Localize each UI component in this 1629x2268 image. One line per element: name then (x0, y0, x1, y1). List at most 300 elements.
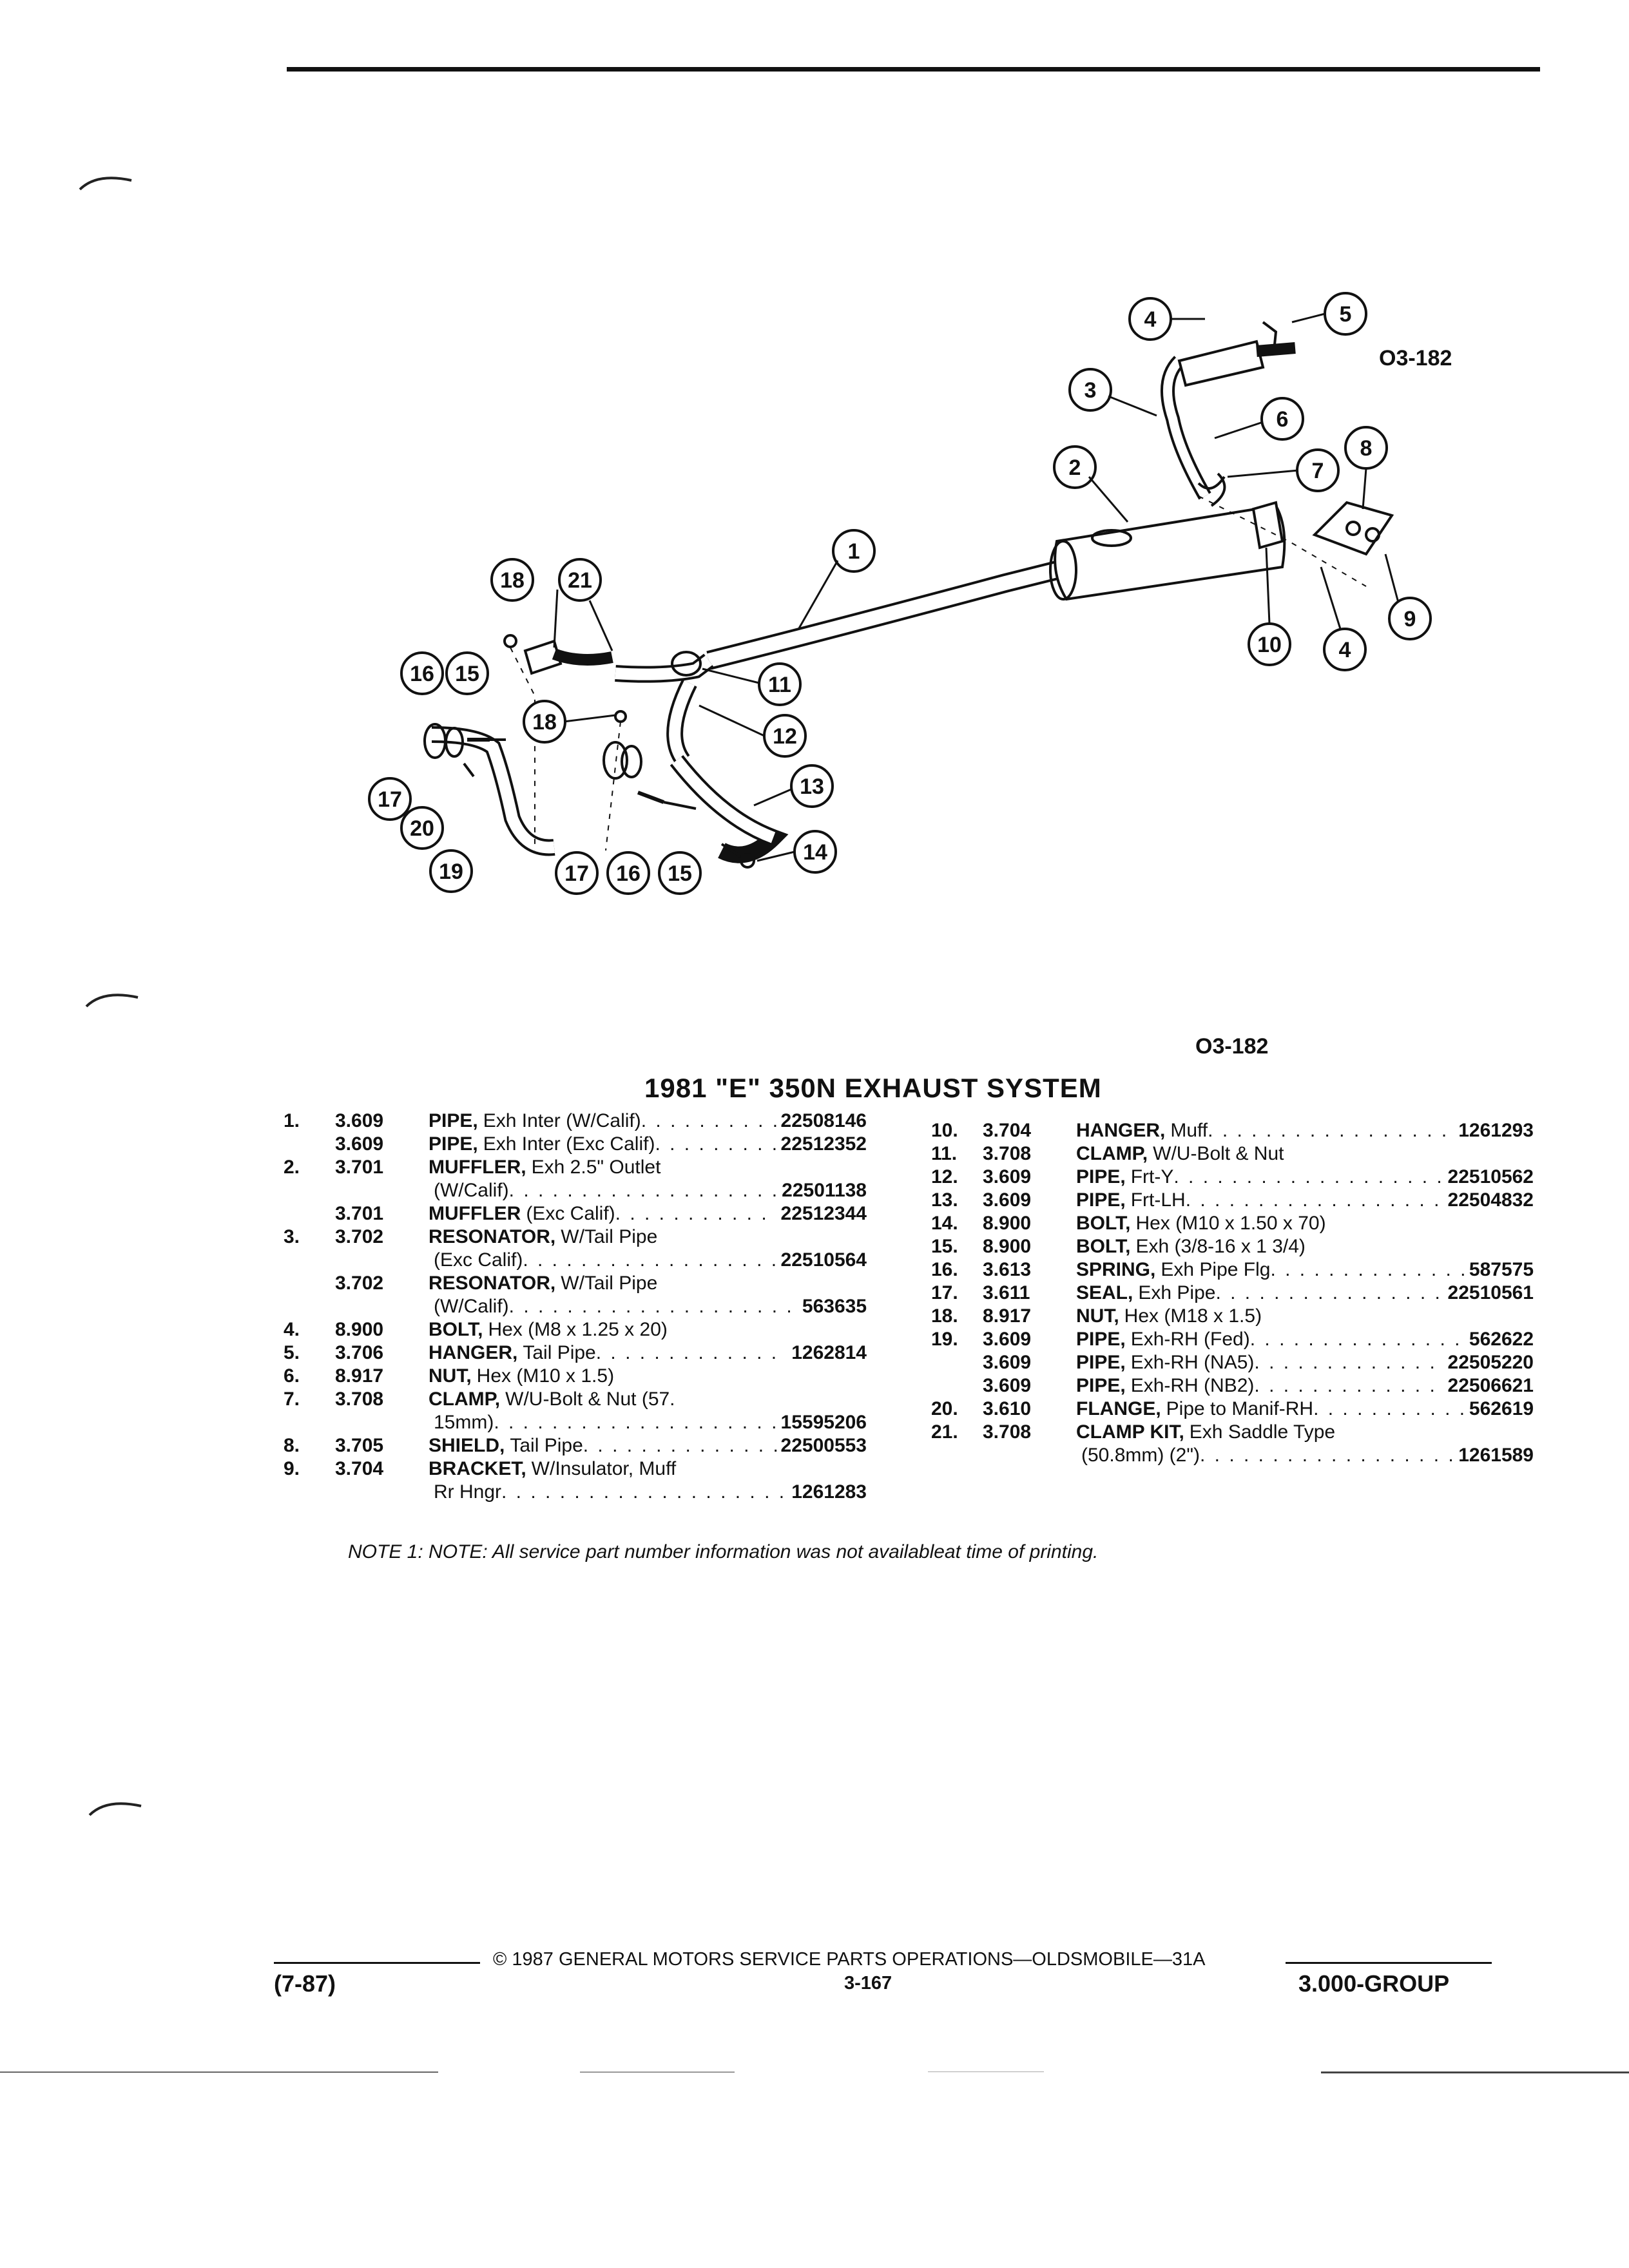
group-number: 3.701 (335, 1157, 384, 1178)
part-number (863, 1457, 867, 1481)
callout-14 (795, 831, 836, 872)
part-number (1530, 1421, 1534, 1444)
item-number (931, 1374, 983, 1398)
item-number: 5. (284, 1342, 300, 1363)
part-description (1076, 1374, 1444, 1398)
part-description (1076, 1212, 1530, 1235)
part-description (429, 1481, 787, 1504)
part-name: HANGER, (1076, 1120, 1166, 1141)
callout-1 (833, 530, 874, 572)
part-name: MUFFLER, (429, 1157, 526, 1178)
part-name: MUFFLER (429, 1203, 521, 1224)
part-name: SPRING, (1076, 1259, 1156, 1280)
part-row (931, 1328, 1534, 1351)
group-number: 3.609 (983, 1189, 1032, 1211)
part-description (429, 1110, 777, 1133)
part-description (429, 1341, 787, 1365)
scan-edge-line-4 (1321, 2071, 1629, 2073)
group-number: 3.706 (335, 1342, 384, 1363)
part-detail: Exh-RH (Fed) (1130, 1329, 1250, 1350)
part-row (931, 1258, 1534, 1282)
part-number: 22508146 (780, 1110, 867, 1131)
leader-dots (1250, 1328, 1465, 1351)
part-row (931, 1212, 1534, 1235)
footer-date: (7-87) (274, 1970, 336, 1997)
callout-4a (1130, 298, 1171, 340)
callout-2 (1054, 447, 1095, 488)
svg-text:17: 17 (564, 861, 589, 886)
group-number: 3.708 (983, 1143, 1032, 1164)
part-detail: Exh Saddle Type (1189, 1421, 1336, 1443)
callout-18b (524, 701, 565, 742)
svg-text:6: 6 (1276, 407, 1289, 432)
part-name: RESONATOR, (429, 1273, 556, 1294)
group-number: 8.900 (335, 1319, 384, 1340)
svg-text:21: 21 (568, 568, 592, 593)
callout-4b (1324, 629, 1365, 670)
part-detail: Tail Pipe (523, 1342, 596, 1363)
part-number: 22500553 (780, 1435, 867, 1456)
part-description (429, 1249, 777, 1272)
part-detail: (Exc Calif) (526, 1203, 615, 1224)
part-detail: Hex (M8 x 1.25 x 20) (488, 1319, 668, 1340)
scan-edge-line-1 (0, 2071, 438, 2073)
part-number: 587575 (1469, 1259, 1534, 1280)
part-detail: Exh 2.5" Outlet (531, 1157, 661, 1178)
item-number: 16. (931, 1259, 958, 1280)
part-description (1076, 1282, 1444, 1305)
item-number: 3. (284, 1226, 300, 1247)
part-detail: Frt-LH (1130, 1189, 1186, 1211)
callout-15a (447, 653, 488, 694)
part-number: 22505220 (1447, 1352, 1534, 1373)
svg-text:15: 15 (455, 662, 479, 686)
svg-text:2: 2 (1068, 456, 1081, 480)
group-number: 3.611 (983, 1282, 1030, 1303)
leader-dots (494, 1411, 776, 1434)
part-row (284, 1434, 867, 1457)
footnote: NOTE 1: NOTE: All service part number information was not availableat time of printing. (348, 1541, 1099, 1562)
group-number: 3.705 (335, 1435, 384, 1456)
part-name: BOLT, (1076, 1236, 1131, 1257)
group-number: 8.917 (335, 1365, 384, 1387)
callout-bubbles (369, 293, 1431, 894)
part-number: 1261283 (791, 1481, 867, 1503)
callout-15b (659, 852, 700, 894)
part-row (284, 1202, 867, 1225)
callout-17b (556, 852, 597, 894)
part-detail: Tail Pipe (510, 1435, 583, 1456)
part-name: FLANGE, (1076, 1398, 1161, 1419)
part-detail: 15mm) (434, 1412, 494, 1433)
part-number (863, 1365, 867, 1388)
part-number (863, 1272, 867, 1295)
callout-16b (608, 852, 649, 894)
item-number: 18. (931, 1305, 958, 1327)
part-row (284, 1481, 867, 1504)
svg-text:15: 15 (668, 861, 692, 886)
part-name: BRACKET, (429, 1458, 526, 1479)
part-row (931, 1142, 1534, 1166)
part-name: PIPE, (1076, 1375, 1126, 1396)
figure-id-top: O3-182 (1379, 346, 1452, 370)
svg-text:8: 8 (1360, 436, 1373, 461)
leader-dots (1186, 1189, 1444, 1212)
group-number: 3.613 (983, 1259, 1032, 1280)
group-number: 3.708 (335, 1389, 384, 1410)
item-number: 10. (931, 1120, 958, 1141)
page-title: 1981 "E" 350N EXHAUST SYSTEM (644, 1073, 1102, 1103)
part-detail: Rr Hngr (434, 1481, 502, 1503)
group-number: 3.704 (335, 1458, 384, 1479)
part-detail: Exh-RH (NB2) (1130, 1375, 1255, 1396)
item-number: 12. (931, 1166, 958, 1187)
footer-rule-left (274, 1962, 480, 1964)
part-detail: (W/Calif) (434, 1180, 509, 1201)
part-name: HANGER, (429, 1342, 518, 1363)
part-description (429, 1388, 863, 1411)
callout-6 (1262, 398, 1303, 439)
part-number (1530, 1305, 1534, 1328)
part-number: 22510564 (780, 1249, 867, 1271)
part-row (284, 1179, 867, 1202)
leader-dots (596, 1341, 787, 1365)
part-number: 22510562 (1447, 1166, 1534, 1187)
part-detail: Muff (1170, 1120, 1208, 1141)
part-detail: Frt-Y (1130, 1166, 1174, 1187)
part-row (284, 1295, 867, 1318)
part-name: PIPE, (1076, 1166, 1126, 1187)
part-description (429, 1457, 863, 1481)
callout-8 (1345, 427, 1387, 468)
part-description (429, 1434, 777, 1457)
group-number: 3.609 (335, 1110, 384, 1131)
part-row (284, 1411, 867, 1434)
group-number (983, 1444, 1076, 1467)
part-number: 562622 (1469, 1329, 1534, 1350)
part-number: 15595206 (780, 1412, 867, 1433)
svg-text:20: 20 (410, 816, 434, 841)
svg-text:1: 1 (847, 539, 860, 564)
callout-10 (1249, 624, 1290, 665)
part-name: BOLT, (429, 1319, 483, 1340)
part-row (284, 1365, 867, 1388)
part-detail: Exh Pipe (1138, 1282, 1216, 1303)
footer-group: 3.000-GROUP (1298, 1970, 1450, 1997)
part-row (931, 1235, 1534, 1258)
part-number: 22506621 (1447, 1375, 1534, 1396)
part-description (429, 1202, 777, 1225)
part-description (429, 1179, 778, 1202)
item-number (284, 1249, 335, 1272)
part-number (863, 1225, 867, 1249)
callout-3 (1070, 369, 1111, 410)
callout-17a (369, 778, 410, 820)
leader-dots (641, 1110, 777, 1133)
svg-text:18: 18 (532, 710, 557, 735)
part-detail: Exh-RH (NA5) (1130, 1352, 1255, 1373)
item-number (931, 1351, 983, 1374)
leader-dots (1254, 1351, 1443, 1374)
group-number: 3.609 (335, 1133, 384, 1155)
part-name: CLAMP, (429, 1389, 501, 1410)
part-row (284, 1457, 867, 1481)
leader-dots (1200, 1444, 1454, 1467)
item-number: 6. (284, 1365, 300, 1387)
group-number: 3.609 (983, 1375, 1032, 1396)
part-number (1530, 1235, 1534, 1258)
leader-dots (1270, 1258, 1465, 1282)
group-number (335, 1249, 429, 1272)
part-row (931, 1189, 1534, 1212)
part-row (931, 1166, 1534, 1189)
part-row (284, 1341, 867, 1365)
part-detail: Exh Inter (Exc Calif) (483, 1133, 655, 1155)
group-number: 3.702 (335, 1273, 384, 1294)
part-number (1530, 1212, 1534, 1235)
item-number: 1. (284, 1110, 300, 1131)
part-description (1076, 1421, 1530, 1444)
callout-12 (764, 715, 805, 756)
part-description (1076, 1235, 1530, 1258)
part-description (1076, 1258, 1465, 1282)
binder-mark-2 (84, 986, 142, 1012)
svg-text:7: 7 (1311, 459, 1324, 483)
part-detail: Exh Inter (W/Calif) (483, 1110, 641, 1131)
leader-dots (1215, 1282, 1443, 1305)
part-detail: Hex (M10 x 1.5) (476, 1365, 615, 1387)
group-number (335, 1179, 429, 1202)
footer-copyright: © 1987 GENERAL MOTORS SERVICE PARTS OPERATIONS—OLDSMOBILE—31A (493, 1949, 1206, 1970)
footer-page: 3-167 (844, 1973, 892, 1994)
part-detail: (Exc Calif) (434, 1249, 523, 1271)
figure-id-bottom: O3-182 (1195, 1034, 1269, 1059)
part-row (284, 1133, 867, 1156)
item-number: 8. (284, 1435, 300, 1456)
part-detail: (W/Calif) (434, 1296, 509, 1317)
part-number: 22512352 (780, 1133, 867, 1155)
item-number: 21. (931, 1421, 958, 1443)
part-description (429, 1156, 863, 1179)
leader-dots (1313, 1398, 1465, 1421)
part-name: PIPE, (1076, 1329, 1126, 1350)
leader-dots (501, 1481, 787, 1504)
part-detail: Hex (M18 x 1.5) (1124, 1305, 1262, 1327)
item-number: 14. (931, 1213, 958, 1234)
group-number (335, 1481, 429, 1504)
part-name: RESONATOR, (429, 1226, 556, 1247)
part-name: PIPE, (1076, 1352, 1126, 1373)
part-number: 1261293 (1458, 1120, 1534, 1141)
part-number: 22504832 (1447, 1189, 1534, 1211)
part-row (931, 1119, 1534, 1142)
part-number (863, 1388, 867, 1411)
exhaust-diagram (361, 284, 1469, 928)
item-number: 11. (931, 1143, 958, 1164)
callout-20 (401, 807, 443, 849)
part-name: CLAMP, (1076, 1143, 1148, 1164)
binder-mark-1 (77, 169, 135, 195)
group-number: 3.609 (983, 1352, 1032, 1373)
part-detail: Exh Pipe Flg (1161, 1259, 1271, 1280)
svg-text:13: 13 (800, 774, 824, 799)
top-rule (287, 67, 1540, 72)
part-description (1076, 1444, 1454, 1467)
item-number: 9. (284, 1458, 300, 1479)
part-description (1076, 1351, 1444, 1374)
svg-text:4: 4 (1144, 307, 1157, 332)
item-number: 17. (931, 1282, 958, 1303)
part-number: 1261589 (1458, 1445, 1534, 1466)
part-description (429, 1272, 863, 1295)
part-name: PIPE, (429, 1133, 478, 1155)
part-row (931, 1305, 1534, 1328)
svg-text:18: 18 (500, 568, 525, 593)
part-number (1530, 1142, 1534, 1166)
svg-text:12: 12 (773, 724, 797, 749)
part-description (429, 1133, 777, 1156)
part-detail: Exh (3/8-16 x 1 3/4) (1135, 1236, 1306, 1257)
svg-text:5: 5 (1339, 302, 1352, 327)
item-number (931, 1444, 983, 1467)
part-row (931, 1398, 1534, 1421)
group-number: 8.917 (983, 1305, 1032, 1327)
part-number (863, 1156, 867, 1179)
part-row (284, 1318, 867, 1341)
part-detail: W/Tail Pipe (561, 1273, 658, 1294)
svg-text:4: 4 (1338, 638, 1351, 662)
leader-dots (509, 1295, 798, 1318)
item-number (284, 1272, 335, 1295)
leader-dots (1173, 1166, 1443, 1189)
part-description (429, 1318, 863, 1341)
group-number: 3.610 (983, 1398, 1032, 1419)
item-number (284, 1202, 335, 1225)
part-detail: (50.8mm) (2") (1081, 1445, 1200, 1466)
part-description (429, 1411, 777, 1434)
svg-text:16: 16 (410, 662, 434, 686)
part-detail: W/Tail Pipe (561, 1226, 658, 1247)
leader-dots (615, 1202, 777, 1225)
part-description (1076, 1328, 1465, 1351)
item-number (284, 1295, 335, 1318)
part-detail: W/U-Bolt & Nut (57. (505, 1389, 675, 1410)
leader-dots (583, 1434, 777, 1457)
group-number: 3.609 (983, 1166, 1032, 1187)
part-number: 22501138 (782, 1180, 867, 1201)
group-number: 3.609 (983, 1329, 1032, 1350)
svg-text:3: 3 (1084, 378, 1097, 403)
part-number: 562619 (1469, 1398, 1534, 1419)
part-name: PIPE, (1076, 1189, 1126, 1211)
group-number: 8.900 (983, 1213, 1032, 1234)
item-number: 2. (284, 1157, 300, 1178)
svg-text:17: 17 (378, 787, 402, 812)
part-detail: W/Insulator, Muff (531, 1458, 677, 1479)
part-row (284, 1156, 867, 1179)
group-number: 3.704 (983, 1120, 1032, 1141)
group-number (335, 1411, 429, 1434)
part-number (863, 1318, 867, 1341)
svg-text:14: 14 (803, 840, 827, 865)
item-number: 20. (931, 1398, 958, 1419)
part-name: CLAMP KIT, (1076, 1421, 1184, 1443)
svg-text:11: 11 (768, 673, 791, 697)
part-description (429, 1365, 863, 1388)
scan-edge-line-2 (580, 2071, 735, 2073)
muffler-shape (1050, 506, 1284, 599)
group-number: 3.701 (335, 1203, 384, 1224)
item-number: 4. (284, 1319, 300, 1340)
leader-dots (509, 1179, 778, 1202)
part-name: PIPE, (429, 1110, 478, 1131)
group-number: 8.900 (983, 1236, 1032, 1257)
footer-rule-right (1286, 1962, 1492, 1964)
part-description (1076, 1398, 1465, 1421)
part-description (1076, 1305, 1530, 1328)
callout-18a (492, 559, 533, 601)
leader-dots (655, 1133, 776, 1156)
part-number: 22510561 (1447, 1282, 1534, 1303)
part-description (1076, 1119, 1454, 1142)
callout-5 (1325, 293, 1366, 334)
svg-text:9: 9 (1403, 607, 1416, 631)
callout-16a (401, 653, 443, 694)
part-row (284, 1225, 867, 1249)
svg-text:10: 10 (1257, 633, 1282, 657)
callout-19 (430, 850, 472, 892)
part-row (931, 1374, 1534, 1398)
part-row (931, 1421, 1534, 1444)
item-number: 19. (931, 1329, 958, 1350)
item-number (284, 1179, 335, 1202)
parts-list-left (284, 1110, 867, 1504)
item-number: 7. (284, 1389, 300, 1410)
part-name: BOLT, (1076, 1213, 1131, 1234)
part-row (931, 1444, 1534, 1467)
item-number (284, 1411, 335, 1434)
leader-dots (1208, 1119, 1454, 1142)
part-row (284, 1272, 867, 1295)
leader-dots (1254, 1374, 1443, 1398)
binder-mark-3 (87, 1794, 145, 1820)
svg-text:19: 19 (439, 860, 463, 884)
item-number: 15. (931, 1236, 958, 1257)
svg-text:16: 16 (616, 861, 641, 886)
part-detail: Hex (M10 x 1.50 x 70) (1135, 1213, 1326, 1234)
part-description (429, 1295, 798, 1318)
part-name: SEAL, (1076, 1282, 1133, 1303)
part-description (1076, 1142, 1530, 1166)
scan-edge-line-3 (928, 2071, 1044, 2072)
item-number (284, 1133, 335, 1156)
part-name: NUT, (429, 1365, 472, 1387)
group-number: 3.702 (335, 1226, 384, 1247)
parts-list-right (931, 1119, 1534, 1467)
part-row (931, 1351, 1534, 1374)
part-description (1076, 1166, 1444, 1189)
part-row (284, 1110, 867, 1133)
part-row (284, 1388, 867, 1411)
leader-dots (523, 1249, 776, 1272)
part-number: 563635 (802, 1296, 867, 1317)
callout-7 (1297, 450, 1338, 491)
part-row (931, 1282, 1534, 1305)
part-row (284, 1249, 867, 1272)
group-number (335, 1295, 429, 1318)
part-name: NUT, (1076, 1305, 1119, 1327)
part-detail: Pipe to Manif-RH (1166, 1398, 1314, 1419)
